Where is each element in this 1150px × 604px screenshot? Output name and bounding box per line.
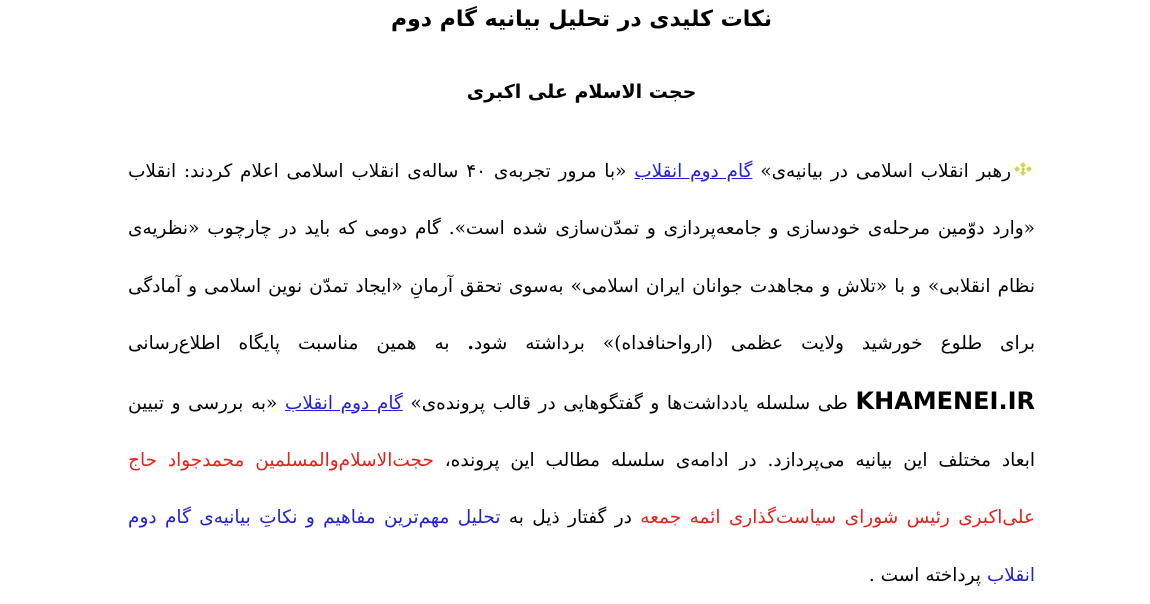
document-title: نکات کلیدی در تحلیل بیانیه گام دوم — [390, 7, 773, 32]
paragraph-period: . — [467, 333, 474, 355]
speaker-name: حجت‌الاسلام‌والمسلمین محمدجواد حاج علی‌اکبری رئیس شورای سیاست‌گذاری ائمه جمعه — [128, 450, 1036, 529]
paragraph-text-6: در گفتار ذیل به — [500, 507, 641, 529]
link-second-step-2[interactable]: گام دوم انقلاب — [284, 392, 403, 414]
paragraph-text-4: طی سلسله یادداشت‌ها و گفتگوهایی در قالب پرونده‌ی» — [402, 392, 856, 414]
diamond-ornament-icon — [1013, 144, 1035, 160]
paragraph-text-5: «به بررسی و تبیین ابعاد مختلف این بیانیه می‌پردازد. در ادامه‌ی سلسله مطالب این پرونده، — [128, 392, 1035, 472]
document-author: حجت الاسلام علی اکبری — [466, 81, 697, 103]
paragraph-text-3: به همین مناسبت پایگاه اطلاع‌رسانی — [128, 333, 468, 355]
paragraph-text-7: پرداخته است . — [868, 564, 987, 586]
link-key-concepts[interactable]: تحلیل مهم‌ترین مفاهیم و نکاتِ بیانیه‌ی گام دوم انقلاب — [128, 507, 1035, 586]
link-second-step-1[interactable]: گام دوم انقلاب — [634, 161, 753, 182]
brand-name: KHAMENEI.IR — [855, 386, 1035, 415]
intro-paragraph — [128, 143, 1035, 604]
paragraph-text-2: «با مرور تجربه‌ی ۴۰ ساله‌ی انقلاب اسلامی اعلام کردند: انقلاب «وارد دوّمین مرحله‌ی خودسازی و جامعه‌پردازی و تمدّن‌سازی شده است». گام دومی که باید در چارچوب «نظریه‌ی نظام انقلابی» و با «تلاش و مجاهدت جوانان ایران اسلامی» به‌سوی تحقق آرمانِ «ایجاد تمدّن نوین اسلامی و آمادگی برای طلوع خورشید ولایت عظمی (ارواحنافداه)» برداشته شود — [128, 161, 1035, 355]
paragraph-text-1: رهبر انقلاب اسلامی در بیانیه‌ی» — [752, 161, 1012, 182]
document-page — [128, 0, 1036, 586]
